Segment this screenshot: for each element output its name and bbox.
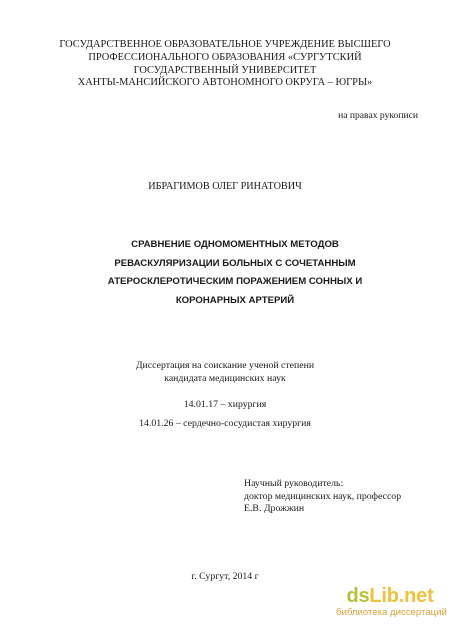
- specialty-surgery: 14.01.17 – хирургия: [183, 399, 267, 410]
- institution-line: ГОСУДАРСТВЕННОЕ ОБРАЗОВАТЕЛЬНОЕ УЧРЕЖДЕНИЕ ВЫСШЕГО: [59, 39, 391, 50]
- title-line: КОРОНАРНЫХ АРТЕРИЙ: [175, 294, 295, 306]
- watermark-logo-ds: ds: [346, 585, 370, 607]
- dslib-watermark-logo: [336, 585, 447, 629]
- institution-header: [40, 39, 410, 90]
- title-line: АТЕРОСКЛЕРОТИЧЕСКИМ ПОРАЖЕНИЕМ СОННЫХ И: [107, 276, 363, 287]
- title-line: СРАВНЕНИЕ ОДНОМОМЕНТНЫХ МЕТОДОВ: [131, 239, 339, 250]
- institution-line: ХАНТЫ-МАНСИЙСКОГО АВТОНОМНОГО ОКРУГА – ЮГРЫ»: [77, 77, 373, 89]
- rights-note: на правах рукописи: [338, 110, 418, 121]
- watermark-logo-rest: Lib.net: [369, 585, 434, 607]
- degree-line: кандидата медицинских наук: [164, 372, 286, 384]
- degree-statement: [40, 360, 410, 385]
- advisor-label: Научный руководитель:: [244, 478, 344, 489]
- institution-line: ПРОФЕССИОНАЛЬНОГО ОБРАЗОВАНИЯ «СУРГУТСКИЙ: [88, 51, 362, 63]
- watermark-logo-text: [336, 585, 444, 607]
- specialty-cardiovascular-surgery: 14.01.26 – сердечно-сосудистая хирургия: [139, 418, 311, 429]
- scientific-advisor: [244, 478, 434, 516]
- city-year: г. Сургут, 2014 г: [191, 571, 259, 582]
- advisor-name: Е.В. Дрожжин: [244, 503, 305, 515]
- degree-line: Диссертация на соискание ученой степени: [135, 360, 315, 371]
- advisor-degree: доктор медицинских наук, профессор: [244, 490, 402, 502]
- author-name: ИБРАГИМОВ ОЛЕГ РИНАТОВИЧ: [148, 181, 302, 192]
- watermark-tagline: библиотека диссертаций: [336, 607, 447, 618]
- institution-line: ГОСУДАРСТВЕННЫЙ УНИВЕРСИТЕТ: [133, 64, 317, 76]
- dissertation-title: [70, 236, 400, 310]
- title-line: РЕВАСКУЛЯРИЗАЦИИ БОЛЬНЫХ С СОЧЕТАННЫМ: [114, 257, 356, 269]
